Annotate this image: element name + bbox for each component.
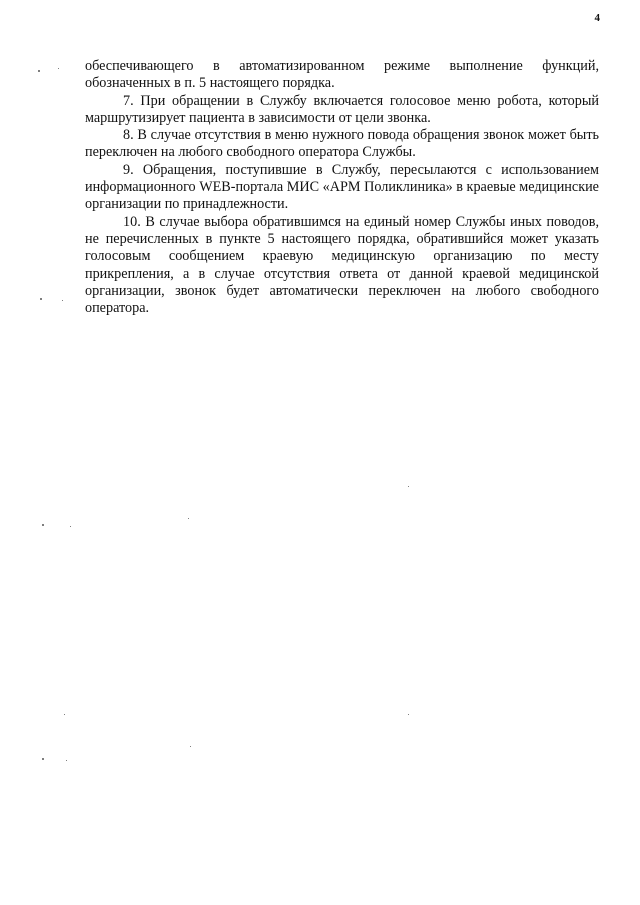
scan-speck (62, 300, 63, 301)
scan-speck (190, 746, 191, 747)
scan-speck (408, 486, 409, 487)
body-text (85, 58, 599, 317)
paragraph-item-9: 9. Обращения, поступившие в Службу, пересылаются с использованием информационного WEB-портала МИС «АРМ Поликлиника» в краевые медицинские организации по принадлежности. (85, 161, 599, 213)
paragraph-item-7: 7. При обращении в Службу включается голосовое меню робота, который маршрутизирует пациента в зависимости от цели звонка. (85, 92, 599, 126)
paragraph-item-8: 8. В случае отсутствия в меню нужного повода обращения звонок может быть переключен на любого свободного оператора Службы. (85, 127, 599, 161)
scan-speck (66, 760, 67, 761)
scan-speck (42, 524, 44, 526)
scan-speck (70, 526, 71, 527)
scan-speck (38, 70, 40, 72)
scan-speck (64, 714, 65, 715)
scan-speck (40, 298, 42, 300)
scan-speck (58, 68, 59, 69)
page-number: 4 (594, 12, 600, 24)
paragraph-continuation: обеспечивающего в автоматизированном режиме выполнение функций, обозначенных в п. 5 настоящего порядка. (85, 58, 599, 92)
scan-speck (42, 758, 44, 760)
paragraph-item-10: 10. В случае выбора обратившимся на единый номер Службы иных поводов, не перечисленных в пункте 5 настоящего порядка, обратившийся может указать голосовым сообщением краевую медицинскую организацию по месту прикрепления, а в случае отсутствия ответа от данной краевой медицинской организации, звонок будет автоматически переключен на любого свободного оператора. (85, 213, 599, 317)
scan-speck (408, 714, 409, 715)
scan-speck (188, 518, 189, 519)
